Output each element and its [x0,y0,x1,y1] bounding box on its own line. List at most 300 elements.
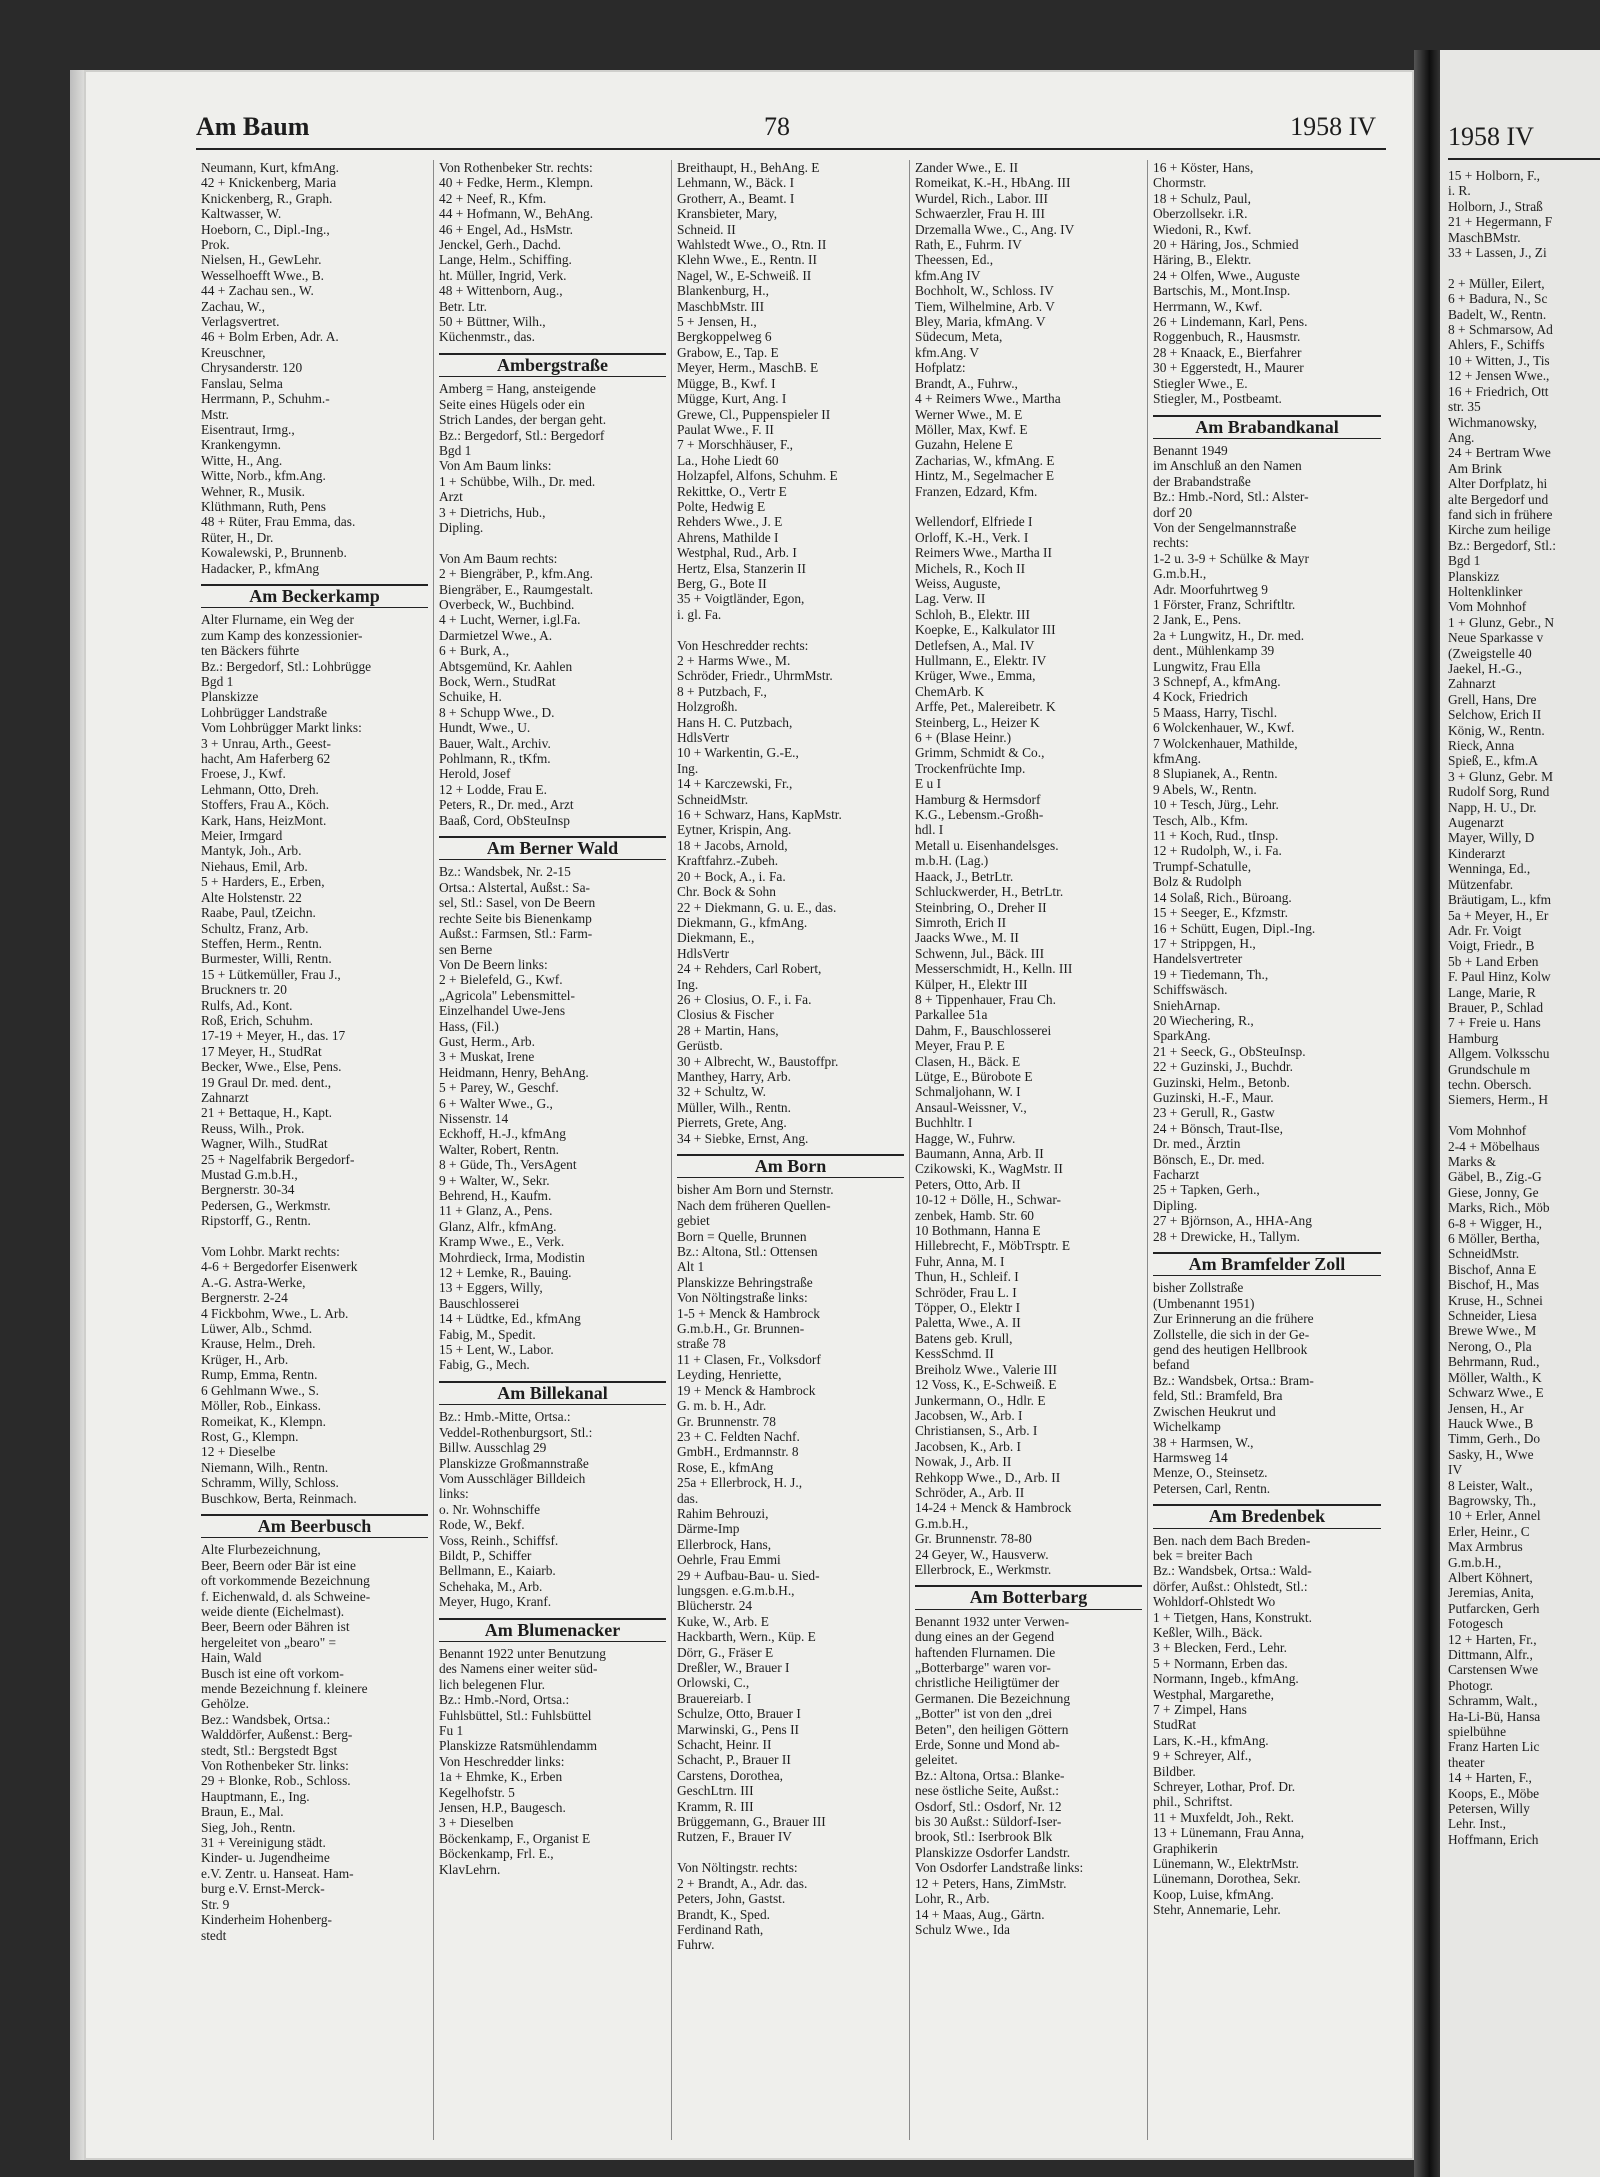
directory-entry: Krause, Helm., Dreh. [201,1336,316,1352]
directory-entry: 9 Abels, W., Rentn. [1153,781,1257,797]
facing-page-entry: 7 + Freie u. Hans [1448,1015,1541,1031]
directory-entry: Guzahn, Helene E [915,437,1013,453]
directory-entry: Lünemann, W., ElektrMstr. [1153,1856,1299,1872]
directory-entry: Str. 9 [201,1896,230,1912]
directory-entry: Bergkoppelweg 6 [677,329,772,345]
directory-entry: Dörr, G., Fräser E [677,1644,774,1660]
facing-page-entry: Selchow, Erich II [1448,707,1542,723]
directory-entry: Lange, Helm., Schiffing. [439,252,572,268]
directory-entry: Prok. [201,237,230,253]
directory-entry: Steinbring, O., Dreher II [915,899,1047,915]
directory-entry: 15 + Lütkemüller, Frau J., [201,966,341,982]
directory-entry: 1-5 + Menck & Hambrock [677,1305,820,1321]
directory-entry: Bock, Wern., StudRat [439,674,556,689]
directory-entry: 18 + Schulz, Paul, [1153,190,1251,206]
directory-entry: Krüger, Wwe., Emma, [915,668,1036,684]
directory-entry: Kreuschner, [201,344,266,360]
facing-page-entry: Marks, Rich., Möb [1448,1200,1550,1216]
facing-page-entry: Schramm, Walt., [1448,1693,1538,1709]
directory-entry: Normann, Ingeb., kfmAng. [1153,1671,1299,1687]
facing-page-entry: Augenarzt [1448,815,1504,831]
directory-entry: Simroth, Erich II [915,914,1007,930]
directory-entry: 10 Bothmann, Hanna E [915,1223,1041,1239]
facing-page-entry: Neue Sparkasse v [1448,630,1544,646]
directory-entry: Von Heschredder rechts: [677,637,809,653]
directory-entry: Heidmann, Henry, BehAng. [439,1064,589,1080]
directory-entry: 25 + Nagelfabrik Bergedorf- [201,1151,355,1167]
directory-entry: Schiffswäsch. [1153,982,1228,998]
directory-entry: 5 Maass, Harry, Tischl. [1153,704,1278,720]
directory-entry: Schröder, Friedr., UhrmMstr. [677,668,833,684]
page-header [196,112,1386,150]
directory-entry: bisher Zollstraße [1153,1280,1244,1296]
directory-entry: 31 + Vereinigung städt. [201,1835,326,1851]
directory-entry: Breiholz Wwe., Valerie III [915,1361,1057,1377]
facing-page-entry: Albert Köhnert, [1448,1569,1533,1585]
directory-entry: Krüger, H., Arb. [201,1351,289,1367]
directory-entry: Nielsen, H., GewLehr. [201,252,322,268]
directory-entry: Alter Flurname, ein Weg der [201,612,354,628]
directory-entry: 6 Wolckenhauer, W., Kwf. [1153,720,1295,736]
directory-entry: Darmietzel Wwe., A. [439,627,553,643]
facing-page-entry: 14 + Harten, F., [1448,1770,1532,1786]
directory-entry: Schultz, Franz, Arb. [201,920,309,936]
facing-page-entry: Putfarcken, Gerh [1448,1600,1540,1616]
directory-entry: Amberg = Hang, ansteigende [439,381,596,397]
directory-entry: 14 Solaß, Rich., Büroang. [1153,889,1292,905]
directory-entry: 42 + Neef, R., Kfm. [439,190,547,206]
directory-entry: 48 + Rüter, Frau Emma, das. [201,514,356,530]
directory-entry: Buchhltr. I [915,1115,973,1131]
directory-entry: Stoffers, Frau A., Köch. [201,797,330,813]
directory-entry: 19 Graul Dr. med. dent., [201,1074,332,1090]
facing-page-entry: 3 + Glunz, Gebr. M [1448,768,1553,784]
directory-entry: Bley, Maria, kfmAng. V [915,314,1046,330]
directory-entry: e.V. Zentr. u. Hanseat. Ham- [201,1865,354,1881]
street-heading: Am Botterbarg [915,1585,1142,1609]
directory-entry: Hans H. C. Putzbach, [677,714,793,730]
directory-entry: Fuhlsbüttel, Stl.: Fuhlsbüttel [439,1707,592,1723]
directory-entry: Schwenn, Jul., Bäck. III [915,945,1045,961]
directory-entry: Born = Quelle, Brunnen [677,1228,807,1244]
directory-entry: Paletta, Wwe., A. II [915,1315,1021,1331]
facing-page-entry: Jensen, H., Ar [1448,1400,1524,1416]
directory-entry: 23 + C. Feldten Nachf. [677,1428,800,1444]
facing-page-entry: Holborn, J., Straß [1448,198,1543,214]
directory-entry: 12 Voss, K., E-Schweiß. E [915,1377,1057,1393]
directory-entry: Ripstorff, G., Rentn. [201,1213,311,1229]
directory-entry: Diekmann, E., [677,930,755,946]
directory-entry: Hain, Wald [201,1650,262,1666]
address-columns [196,160,1386,2140]
directory-entry: Drzemalla Wwe., C., Ang. IV [915,221,1075,237]
facing-page-entry: Kirche zum heilige [1448,522,1551,538]
facing-page-entry: Bgd 1 [1448,553,1481,569]
street-heading: Am Bramfelder Zoll [1153,1252,1381,1276]
directory-entry: 32 + Schultz, W. [677,1084,767,1100]
directory-entry: 5 + Parey, W., Geschf. [439,1080,559,1096]
directory-entry: Böckenkamp, Frl. E., [439,1846,554,1862]
facing-page-entry: Napp, H. U., Dr. [1448,799,1537,815]
directory-entry: Schacht, P., Brauer II [677,1752,791,1768]
directory-entry: G. m. b. H., Adr. [677,1398,767,1414]
directory-entry: 3 + Blecken, Ferd., Lehr. [1153,1640,1287,1656]
directory-entry: Schröder, Frau L. I [915,1284,1017,1300]
directory-entry: Von Am Baum links: [439,458,552,474]
facing-page-entry: Hoffmann, Erich [1448,1831,1539,1847]
directory-entry: des Namens einer weiter süd- [439,1661,598,1677]
directory-entry: Marwinski, G., Pens II [677,1721,799,1737]
directory-entry: 30 + Eggerstedt, H., Maurer [1153,360,1304,376]
directory-entry: Kegelhofstr. 5 [439,1784,515,1800]
directory-entry: 10 + Tesch, Jürg., Lehr. [1153,797,1279,813]
directory-entry: Koepke, E., Kalkulator III [915,622,1056,638]
directory-entry: Romeikat, K., Klempn. [201,1413,326,1429]
directory-entry: Manthey, Harry, Arb. [677,1068,791,1084]
directory-entry: Rekittke, O., Vertr E [677,483,787,499]
directory-entry: Schloh, B., Elektr. III [915,606,1030,622]
directory-entry: Voss, Reinh., Schiffsf. [439,1532,559,1548]
directory-entry: Eytner, Krispin, Ang. [677,822,792,838]
directory-entry: 1 Förster, Franz, Schriftltr. [1153,596,1296,612]
directory-entry: Beten", den heiligen Göttern [915,1721,1069,1737]
directory-entry: 22 + Guzinski, J., Buchdr. [1153,1059,1293,1075]
directory-entry: Hadacker, P., kfmAng [201,560,320,576]
facing-page-entry: Max Armbrus [1448,1539,1523,1555]
directory-entry: Lungwitz, Frau Ella [1153,658,1261,674]
directory-entry: Witte, Norb., kfm.Ang. [201,468,326,484]
directory-entry: Zwischen Heukrut und [1153,1403,1276,1419]
directory-entry: Jacobsen, K., Arb. I [915,1438,1021,1454]
facing-page-entry: i. R. [1448,183,1471,199]
directory-entry: dung eines an der Gegend [915,1629,1055,1645]
directory-entry: Arffe, Pet., Malereibetr. K [915,699,1056,715]
directory-entry: Nach dem früheren Quellen- [677,1197,831,1213]
directory-entry: Bz.: Hmb.-Nord, Stl.: Alster- [1153,489,1309,505]
directory-entry: 8 + Güde, Th., VersAgent [439,1157,577,1173]
directory-entry: Lüwer, Alb., Schmd. [201,1321,313,1337]
directory-entry: La., Hohe Liedt 60 [677,452,779,468]
directory-entry: Keßler, Wilh., Bäck. [1153,1624,1263,1640]
directory-entry: Christiansen, S., Arb. I [915,1423,1038,1439]
directory-entry: Nowak, J., Arb. II [915,1454,1012,1470]
directory-entry: Jenckel, Gerh., Dachd. [439,237,561,253]
directory-entry: Brandt, K., Sped. [677,1906,770,1922]
directory-entry: Zur Erinnerung an die frühere [1153,1311,1314,1327]
directory-entry: 29 + Blonke, Rob., Schloss. [201,1773,351,1789]
directory-entry: Bergnerstr. 2-24 [201,1290,288,1306]
directory-entry: Schwaerzler, Frau H. III [915,206,1045,222]
directory-entry: 26 + Lindemann, Karl, Pens. [1153,314,1308,330]
directory-entry: Alte Holstenstr. 22 [201,889,302,905]
directory-entry: Diekmann, G., kfmAng. [677,914,808,930]
directory-entry: Kowalewski, P., Brunnenb. [201,545,347,561]
directory-entry: Oberzollsekr. i.R. [1153,206,1248,222]
directory-entry: 30 + Albrecht, W., Baustoffpr. [677,1053,839,1069]
directory-entry: 34 + Siebke, Ernst, Ang. [677,1130,809,1146]
directory-entry: o. Nr. Wohnschiffe [439,1501,541,1517]
directory-entry: Von Nöltingstr. rechts: [677,1860,798,1876]
directory-entry: Bönsch, E., Dr. med. [1153,1151,1265,1167]
directory-entry: links: [439,1486,469,1502]
directory-entry: 35 + Voigtländer, Egon, [677,591,805,607]
directory-entry: Lehmann, Otto, Dreh. [201,781,319,797]
directory-entry: geleitet. [915,1752,958,1768]
directory-entry: hdl. I [915,822,944,838]
directory-entry: Peters, R., Dr. med., Arzt [439,797,574,813]
directory-entry: 28 + Knaack, E., Bierfahrer [1153,344,1302,360]
directory-entry: Messerschmidt, H., Kelln. III [915,961,1073,977]
directory-entry: Mügge, B., Kwf. I [677,375,776,391]
directory-entry: Burmester, Willi, Rentn. [201,951,332,967]
directory-entry: 2 + Bielefeld, G., Kwf. [439,972,563,988]
directory-entry: Stiegler Wwe., E. [1153,375,1248,391]
directory-entry: dent., Mühlenkamp 39 [1153,643,1275,659]
facing-page-entry: Wichmanowsky, [1448,414,1537,430]
directory-entry: Kark, Hans, HeizMont. [201,812,327,828]
directory-entry: Germanen. Die Bezeichnung [915,1690,1071,1706]
directory-entry: Alte Flurbezeichnung, [201,1542,321,1558]
directory-entry: Trumpf-Schatulle, [1153,858,1252,874]
directory-entry: Glanz, Alfr., kfmAng. [439,1218,557,1234]
directory-entry: Niehaus, Emil, Arb. [201,858,308,874]
directory-entry: Meyer, Herm., MaschB. E [677,360,819,376]
directory-entry: 7 Wolckenhauer, Mathilde, [1153,735,1298,751]
directory-entry: E u I [915,776,942,792]
directory-entry: 20 + Häring, Jos., Schmied [1153,237,1299,253]
directory-entry: Töpper, O., Elektr I [915,1300,1021,1316]
facing-page-entry: theater [1448,1754,1485,1770]
directory-entry: Clasen, H., Bäck. E [915,1053,1021,1069]
directory-entry: Witte, H., Ang. [201,452,283,468]
directory-entry: Herrmann, W., Kwf. [1153,298,1263,314]
directory-entry: Peters, Otto, Arb. II [915,1176,1021,1192]
facing-page-entry: 10 + Erler, Annel [1448,1508,1541,1524]
directory-entry: Steinberg, L., Heizer K [915,714,1040,730]
directory-entry: Knickenberg, R., Graph. [201,190,333,206]
directory-entry: Lars, K.-H., kfmAng. [1153,1732,1269,1748]
directory-entry: Adr. Moorfuhrtweg 9 [1153,581,1268,597]
directory-entry: Bergnerstr. 30-34 [201,1182,295,1198]
directory-entry: 11 + Clasen, Fr., Volksdorf [677,1351,821,1367]
directory-entry: Kinderheim Hohenberg- [201,1912,333,1928]
directory-entry: Von Rothenbeker Str. links: [201,1758,349,1774]
directory-entry: 18 + Jacobs, Arnold, [677,837,788,853]
directory-entry: 6 + Walter Wwe., G., [439,1095,553,1111]
directory-entry: SniehArnap. [1153,997,1221,1013]
directory-entry: lungsgen. e.G.m.b.H., [677,1582,795,1598]
facing-page-entry: Vom Mohnhof [1448,599,1527,615]
directory-entry: Michels, R., Koch II [915,560,1026,576]
directory-entry: Reuss, Wilh., Prok. [201,1120,305,1136]
directory-entry: 2 Jank, E., Pens. [1153,612,1242,628]
directory-entry: Blücherstr. 24 [677,1598,753,1614]
facing-page-entry: Erler, Heinr., C [1448,1523,1530,1539]
facing-page-entry: Alter Dorfplatz, hi [1448,476,1548,492]
running-head-street: Am Baum [196,112,310,141]
directory-entry: 4 Kock, Friedrich [1153,689,1248,705]
directory-entry: 6 + (Blase Heinr.) [915,730,1012,746]
directory-entry: Därme-Imp [677,1521,740,1537]
directory-entry: StudRat [1153,1717,1197,1733]
directory-entry: Meyer, Frau P. E [915,1038,1005,1054]
directory-entry [677,622,904,637]
facing-page-entry: Badelt, W., Rentn. [1448,306,1547,322]
directory-entry: Rath, E., Fuhrm. IV [915,237,1022,253]
directory-entry: Blankenburg, H., [677,283,769,299]
facing-page-entry: Petersen, Willy [1448,1801,1530,1817]
facing-page-entry: alte Bergedorf und [1448,491,1549,507]
directory-entry: Stiegler, M., Postbeamt. [1153,391,1282,407]
directory-entry: Fanslau, Selma [201,375,283,391]
directory-entry: Hofplatz: [915,360,966,376]
directory-entry: Hauptmann, E., Ing. [201,1788,310,1804]
directory-entry: Von der Sengelmannstraße [1153,519,1297,535]
directory-entry: 7 + Morschhäuser, F., [677,437,794,453]
directory-entry: Einzelhandel Uwe-Jens [439,1003,566,1019]
directory-entry: phil., Schriftst. [1153,1794,1233,1810]
directory-entry: Bz.: Bergedorf, Stl.: Bergedorf [439,427,605,443]
directory-entry: 23 + Gerull, R., Gastw [1153,1105,1275,1121]
directory-entry: Nissenstr. 14 [439,1110,509,1126]
facing-page-entry: Grundschule m [1448,1061,1531,1077]
directory-entry: Pohlmann, R., tKfm. [439,751,551,767]
directory-entry: Berg, G., Bote II [677,575,767,591]
directory-entry: Lag. Verw. II [915,591,986,607]
column-4 [910,160,1148,2140]
directory-entry: Chormstr. [1153,175,1207,191]
street-heading: Am Brabandkanal [1153,415,1381,439]
facing-page-entry: Nerong, O., Pla [1448,1338,1532,1354]
directory-entry: Polte, Hedwig E [677,498,766,514]
directory-entry: Rehders Wwe., J. E [677,514,783,530]
facing-page-entry: Zahnarzt [1448,676,1496,692]
directory-entry: sel, Stl.: Sasel, von De Beern [439,895,596,911]
directory-entry: befand [1153,1357,1190,1373]
directory-entry: 38 + Harmsen, W., [1153,1434,1254,1450]
directory-entry: 4 + Reimers Wwe., Martha [915,391,1061,407]
directory-entry: Raabe, Paul, tZeichn. [201,905,316,921]
directory-entry: Rahim Behrouzi, [677,1505,769,1521]
facing-page-entry: Rieck, Anna [1448,738,1515,754]
directory-entry: Herold, Josef [439,766,511,782]
directory-entry: Gr. Brunnenstr. 78-80 [915,1531,1032,1547]
directory-entry: gebiet [677,1213,710,1229]
facing-page [1440,50,1600,2177]
directory-entry: Braun, E., Mal. [201,1804,284,1820]
facing-page-entry: Jeremias, Anita, [1448,1585,1534,1601]
directory-entry: Bgd 1 [439,442,472,458]
directory-entry: Vom Lohbr. Markt rechts: [201,1244,340,1260]
facing-page-entry: Holtenklinker [1448,583,1523,599]
directory-entry: 1-2 u. 3-9 + Schülke & Mayr [1153,550,1309,566]
directory-entry: 5 + Normann, Erben das. [1153,1655,1288,1671]
directory-entry: HdlsVertr [677,730,730,746]
facing-page-entry: techn. Obersch. [1448,1076,1532,1092]
facing-page-entry: Adr. Fr. Voigt [1448,922,1522,938]
facing-page-entry [1448,260,1600,275]
street-heading: Am Beckerkamp [201,584,428,608]
directory-entry: Schehaka, M., Arb. [439,1578,543,1594]
directory-entry: Verlagsvertret. [201,314,280,330]
directory-entry: der Brabandstraße [1153,473,1251,489]
facing-page-entry: Mützenfabr. [1448,876,1514,892]
directory-entry: 16 + Schütt, Eugen, Dipl.-Ing. [1153,920,1316,936]
directory-entry: Von De Beern links: [439,956,548,972]
directory-entry: Hamburg & Hermsdorf [915,791,1041,807]
directory-entry: mende Bezeichnung f. kleinere [201,1681,368,1696]
facing-page-entry: Am Brink [1448,460,1502,476]
facing-page-entry: 8 Leister, Walt., [1448,1477,1533,1493]
facing-page-entry: Giese, Jonny, Ge [1448,1184,1539,1200]
directory-entry: Böckenkamp, F., Organist E [439,1830,591,1846]
facing-page-entry: G.m.b.H., [1448,1554,1502,1570]
directory-entry: Westphal, Rud., Arb. I [677,545,797,561]
book-gutter [1414,50,1440,2177]
directory-entry: Von Heschredder links: [439,1753,565,1769]
directory-entry: kfmAng. [1153,751,1201,767]
facing-page-entry: Gäbel, B., Zig.-G [1448,1169,1542,1185]
directory-entry: 24 + Rehders, Carl Robert, [677,961,822,977]
facing-page-entry: Jaekel, H.-G., [1448,661,1522,676]
directory-entry: Brandt, A., Fuhrw., [915,375,1018,391]
directory-entry: Wichelkamp [1153,1419,1221,1435]
facing-page-entry: Ang. [1448,429,1475,445]
directory-entry: zum Kamp des konzessionier- [201,627,363,643]
directory-entry: Wagner, Wilh., StudRat [201,1136,328,1152]
directory-entry: Facharzt [1153,1167,1200,1182]
directory-entry: Kinder- u. Jugendheime [201,1850,330,1866]
directory-entry: Bz.: Hmb.-Mitte, Ortsa.: [439,1409,571,1425]
directory-entry: Sieg, Joh., Rentn. [201,1819,296,1835]
directory-entry: 8 + Schupp Wwe., D. [439,704,555,720]
directory-entry: Lütge, E., Bürobote E [915,1068,1033,1084]
directory-entry: Zollstelle, die sich in der Ge- [1153,1326,1310,1342]
page-number: 78 [764,112,790,141]
directory-entry: Planskizze [201,689,259,705]
directory-entry: Paulat Wwe., F. II [677,421,774,437]
directory-entry: Dr. med., Ärztin [1153,1136,1241,1152]
directory-entry: 11 + Koch, Rud., tInsp. [1153,828,1279,844]
directory-entry: Detlefsen, A., Mal. IV [915,637,1035,653]
facing-page-entry: Marks & [1448,1154,1496,1169]
directory-entry: Erde, Sonne und Mond ab- [915,1737,1060,1753]
directory-entry: Von Rothenbeker Str. rechts: [439,160,593,175]
directory-entry: Menze, O., Steinsetz. [1153,1465,1268,1481]
directory-entry: Bochholt, W., Schloss. IV [915,283,1054,299]
facing-page-entry: Timm, Gerh., Do [1448,1431,1541,1447]
directory-entry: Hullmann, E., Elektr. IV [915,653,1047,668]
directory-entry: 2 + Biengräber, P., kfm.Ang. [439,566,593,582]
directory-entry: brook, Stl.: Iserbrook Blk [915,1829,1053,1845]
directory-entry: 11 + Muxfeldt, Joh., Rekt. [1153,1809,1294,1825]
directory-entry: 17-19 + Meyer, H., das. 17 [201,1028,346,1044]
directory-entry: rechte Seite bis Bienenkamp [439,910,592,926]
directory-entry: G.m.b.H., [915,1515,969,1531]
directory-entry: 20 Wiechering, R., [1153,1012,1254,1028]
directory-entry: Rost, G., Klempn. [201,1428,299,1444]
directory-entry: gend des heutigen Hellbrook [1153,1342,1308,1358]
directory-entry: Oehrle, Frau Emmi [677,1552,781,1568]
directory-entry: 14 + Maas, Aug., Gärtn. [915,1906,1045,1922]
facing-page-entry: Kinderarzt [1448,845,1506,861]
directory-entry: haftenden Flurnamen. Die [915,1644,1056,1660]
directory-entry: 4-6 + Bergedorfer Eisenwerk [201,1259,358,1275]
facing-page-entry: F. Paul Hinz, Kolw [1448,969,1551,985]
facing-page-entry: 5b + Land Erben [1448,953,1539,969]
directory-entry: Alt 1 [677,1259,705,1275]
directory-entry: Closius & Fischer [677,1007,774,1023]
